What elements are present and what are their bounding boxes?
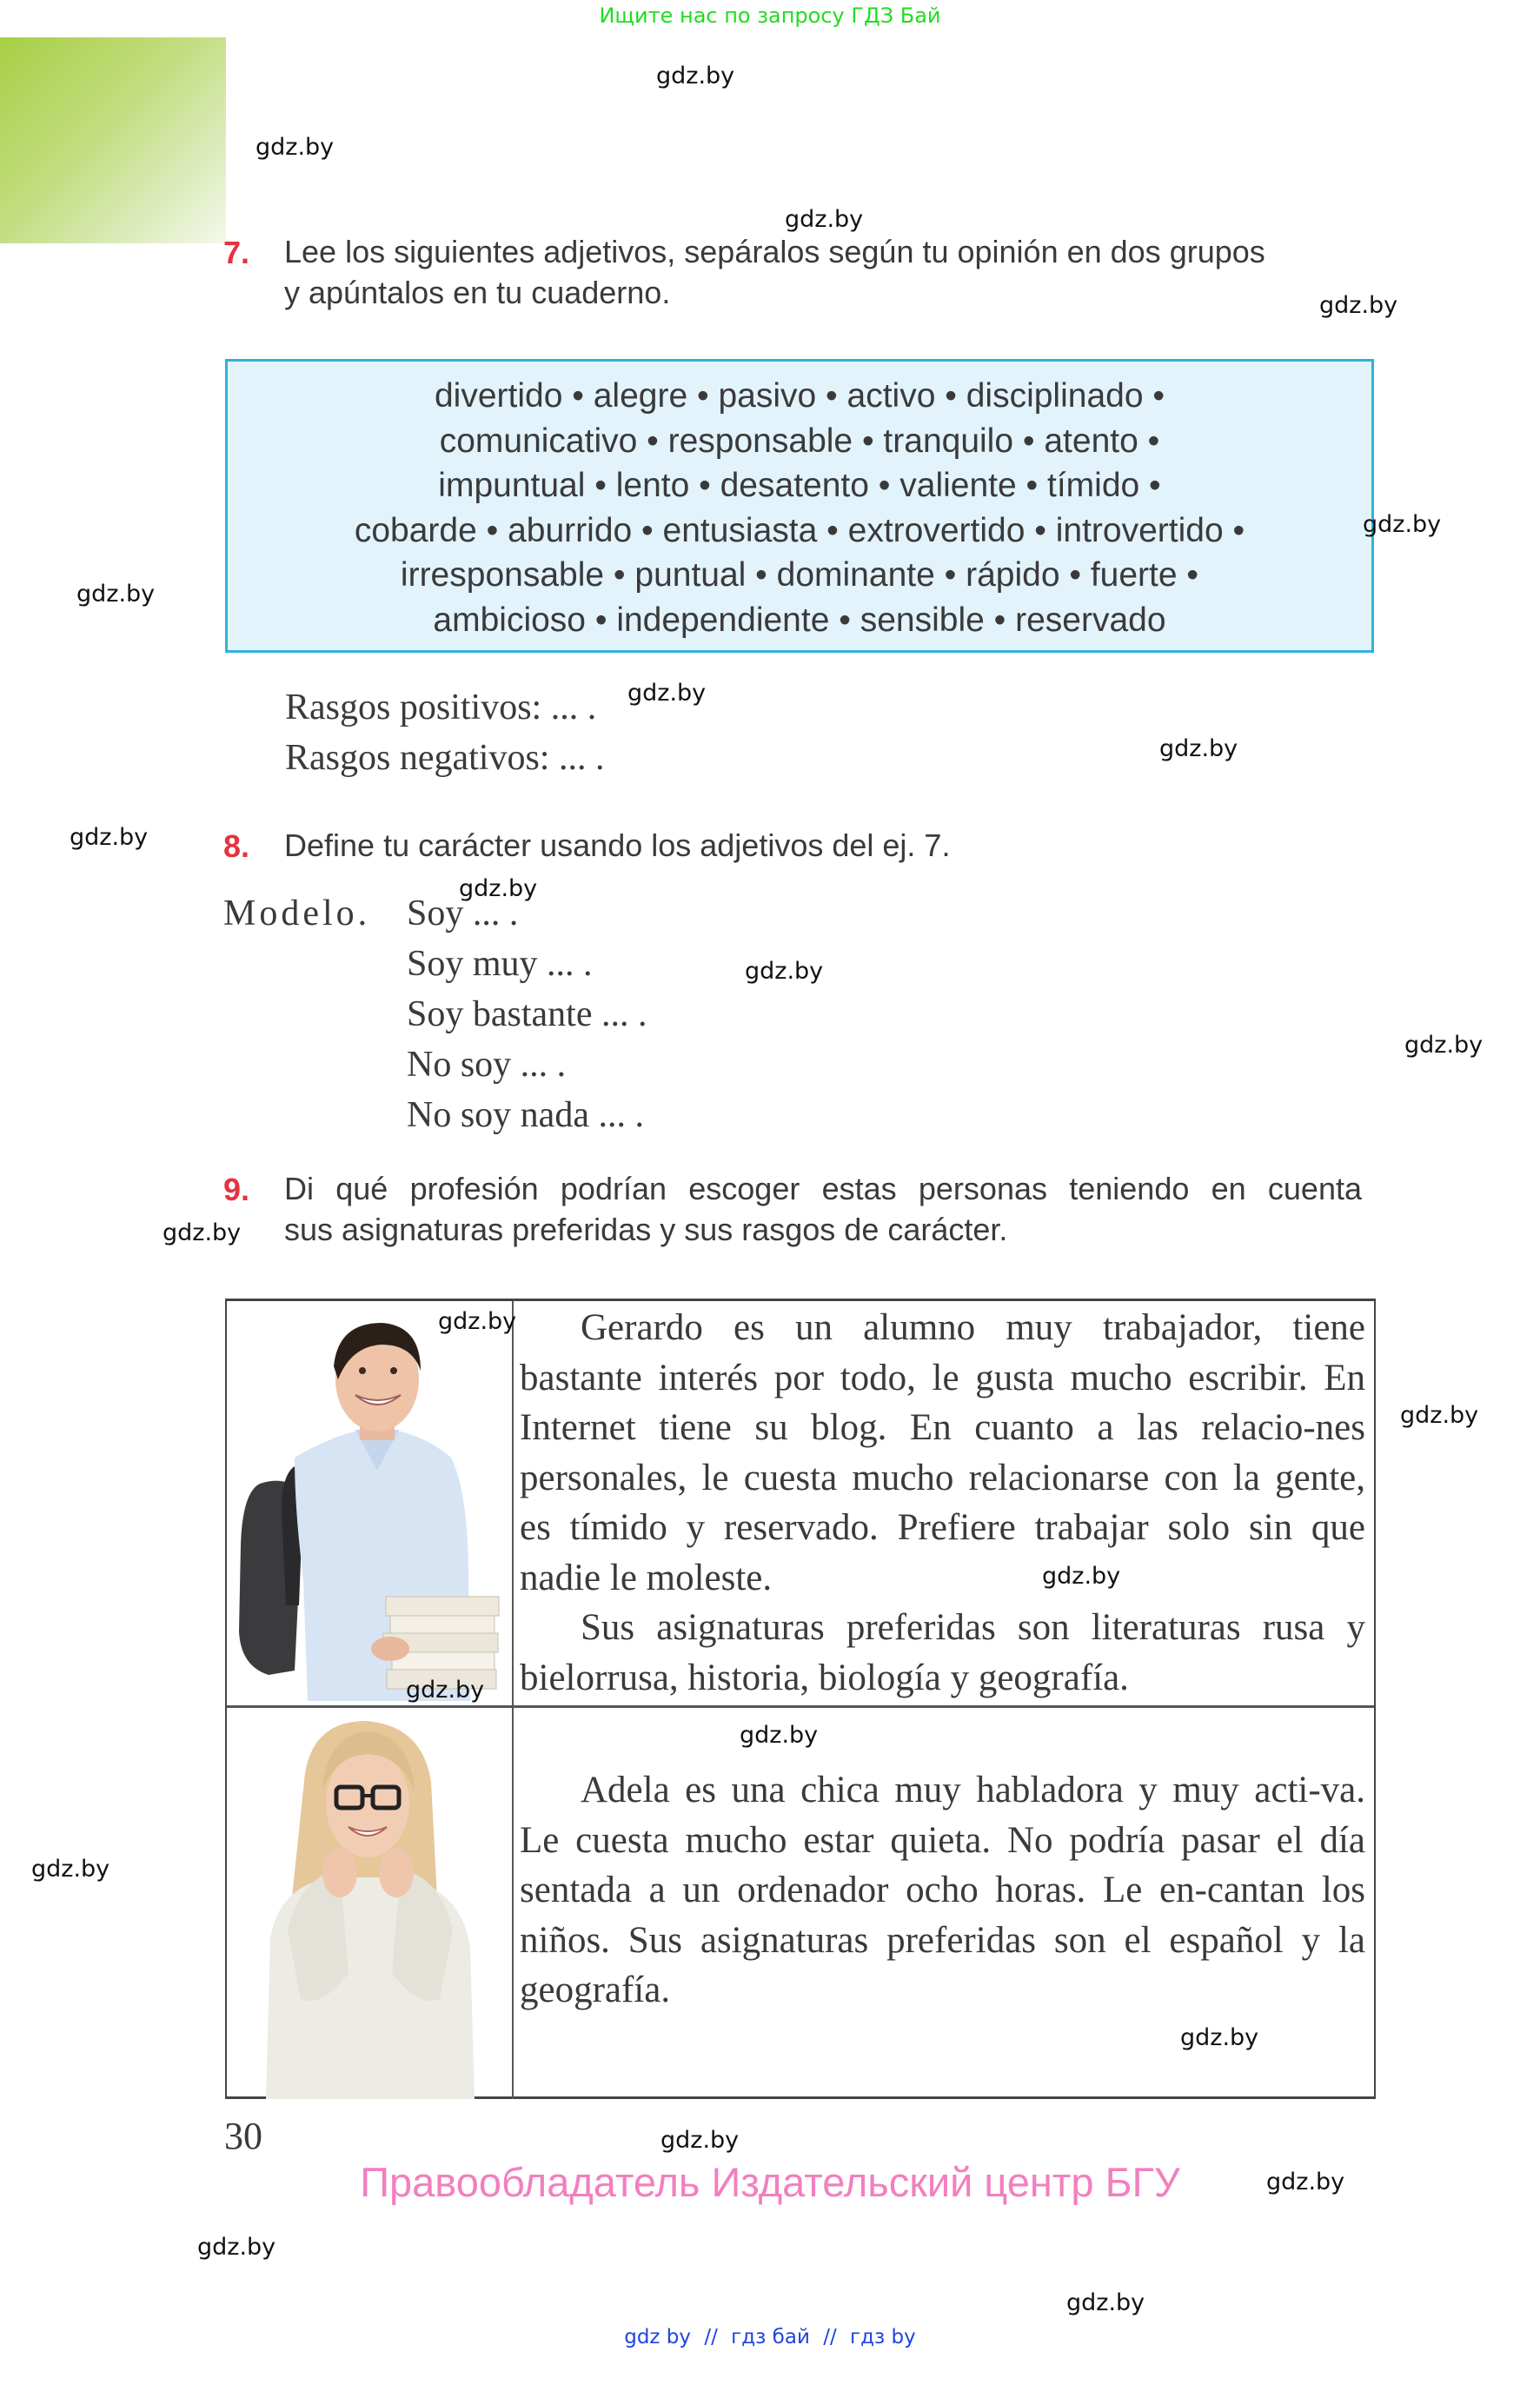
model-label: Modelo. bbox=[223, 894, 371, 933]
profiles-table bbox=[225, 1299, 1376, 2099]
watermark-text: gdz.by bbox=[163, 1219, 242, 1246]
adjective-line: comunicativo • responsable • tranquilo • atento • bbox=[439, 422, 1160, 460]
model-line: Soy muy ... . bbox=[407, 944, 593, 984]
smiling-girl-photo bbox=[253, 1721, 488, 2099]
footer-links bbox=[0, 2326, 1540, 2348]
adjective-line: cobarde • aburrido • entusiasta • extrovertido • introvertido • bbox=[354, 511, 1245, 549]
student-boy-photo bbox=[234, 1319, 503, 1701]
watermark-text: gdz.by bbox=[31, 1856, 110, 1883]
exercise-9-number: 9. bbox=[223, 1172, 250, 1207]
model-line: Soy ... . bbox=[407, 894, 519, 933]
instruction-line: Di qué profesión podrían escoger estas personas teniendo en cuenta bbox=[284, 1171, 1362, 1206]
positive-traits-line: Rasgos positivos: ... . bbox=[285, 688, 597, 727]
watermark-text: gdz.by bbox=[406, 1677, 485, 1704]
footer-separator: // bbox=[823, 2326, 837, 2348]
exercise-9-instruction bbox=[284, 1168, 1362, 1250]
model-line: No soy nada ... . bbox=[407, 1095, 644, 1135]
photo-cell bbox=[227, 1301, 517, 1705]
watermark-text: gdz.by bbox=[1180, 2024, 1259, 2051]
exercise-8-instruction: Define tu carácter usando los adjetivos del ej. 7. bbox=[284, 827, 951, 863]
watermark-text: gdz.by bbox=[1404, 1032, 1484, 1059]
watermark-text: gdz.by bbox=[660, 2127, 740, 2154]
copyright-notice: Правообладатель Издательский центр БГУ bbox=[360, 2159, 1180, 2205]
watermark-text: gdz.by bbox=[197, 2234, 276, 2261]
profile-paragraph: Gerardo es un alumno muy trabajador, tiene bastante interés por todo, le gusta mucho escribir. En Internet tiene su blog. En cuanto a las relacio-nes personales, le cuesta mucho relacionarse con la gente, es tímido y reservado. Prefiere trabajar solo sin que nadie le moleste. bbox=[520, 1307, 1365, 1598]
footer-link-gdz-by-cyr[interactable]: гдз by bbox=[850, 2326, 916, 2348]
negative-traits-line: Rasgos negativos: ... . bbox=[285, 738, 605, 778]
adjective-line: divertido • alegre • pasivo • activo • disciplinado • bbox=[434, 377, 1165, 415]
exercise-8-number: 8. bbox=[223, 828, 250, 864]
instruction-line: Lee los siguientes adjetivos, sepáralos según tu opinión en dos grupos bbox=[284, 234, 1265, 269]
model-line: No soy ... . bbox=[407, 1045, 567, 1085]
watermark-text: gdz.by bbox=[627, 680, 707, 707]
footer-link-gdz-by[interactable]: gdz by bbox=[624, 2326, 692, 2348]
watermark-text: gdz.by bbox=[745, 958, 824, 985]
photo-cell bbox=[227, 1708, 514, 2099]
adjective-line: ambicioso • independiente • sensible • reservado bbox=[433, 601, 1166, 639]
adjective-word-box bbox=[225, 359, 1374, 653]
instruction-line: y apúntalos en tu cuaderno. bbox=[284, 275, 671, 310]
exercise-7-number: 7. bbox=[223, 235, 250, 270]
watermark-text: gdz.by bbox=[76, 581, 156, 608]
watermark-text: gdz.by bbox=[656, 63, 735, 90]
watermark-text: gdz.by bbox=[1400, 1402, 1479, 1429]
exercise-7-instruction bbox=[284, 231, 1265, 313]
watermark-text: gdz.by bbox=[1066, 2289, 1145, 2316]
watermark-text: gdz.by bbox=[438, 1308, 517, 1335]
watermark-text: gdz.by bbox=[740, 1722, 819, 1749]
watermark-text: gdz.by bbox=[1319, 292, 1398, 319]
footer-separator: // bbox=[704, 2326, 718, 2348]
profile-row-gerardo bbox=[227, 1301, 1374, 1708]
adjective-line: impuntual • lento • desatento • valiente • tímido • bbox=[438, 467, 1161, 504]
watermark-text: gdz.by bbox=[1159, 735, 1238, 762]
profile-paragraph: Sus asignaturas preferidas son literaturas rusa y bielorrusa, historia, biología y geografía. bbox=[520, 1607, 1365, 1698]
watermark-text: gdz.by bbox=[1266, 2169, 1345, 2196]
watermark-text: gdz.by bbox=[1042, 1563, 1121, 1590]
model-line: Soy bastante ... . bbox=[407, 994, 647, 1034]
watermark-text: gdz.by bbox=[785, 206, 864, 233]
page-number: 30 bbox=[224, 2115, 262, 2157]
profile-text bbox=[520, 1301, 1365, 1705]
watermark-text: gdz.by bbox=[70, 824, 149, 851]
profile-paragraph: Adela es una chica muy habladora y muy acti-va. Le cuesta mucho estar quieta. No podría pasar el día sentada a un ordenador ocho horas. Le en-cantan los niños. Sus asignaturas preferidas son el español y la geografía. bbox=[520, 1770, 1365, 2010]
adjective-line: irresponsable • puntual • dominante • rápido • fuerte • bbox=[400, 556, 1199, 594]
watermark-text: gdz.by bbox=[459, 875, 538, 902]
watermark-text: gdz.by bbox=[256, 134, 335, 161]
chapter-color-tab bbox=[0, 37, 226, 243]
watermark-text: gdz.by bbox=[1363, 511, 1442, 538]
instruction-line: sus asignaturas preferidas y sus rasgos de carácter. bbox=[284, 1212, 1008, 1247]
footer-link-gdz-bai[interactable]: гдз бай bbox=[731, 2326, 810, 2348]
search-banner: Ищите нас по запросу ГДЗ Бай bbox=[599, 3, 941, 28]
